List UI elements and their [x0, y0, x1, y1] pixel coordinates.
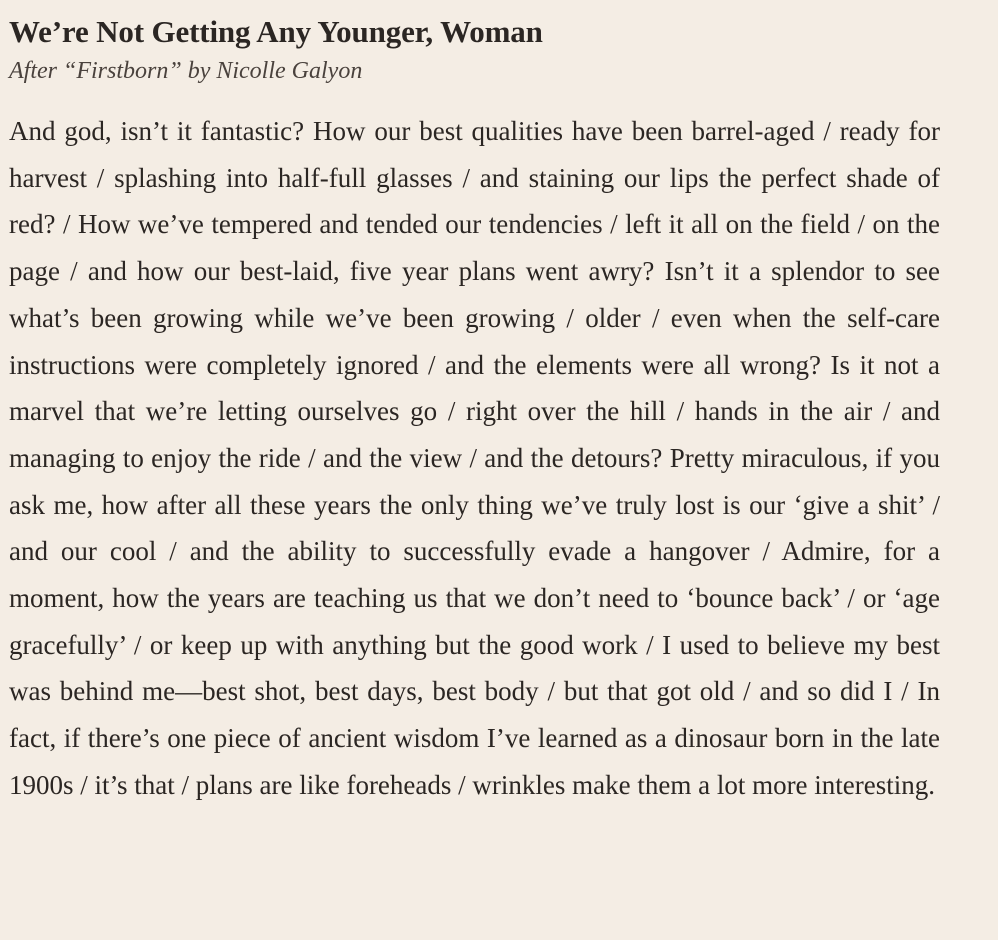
poem-body: And god, isn’t it fantastic? How our best qualities have been barrel-aged / ready for harvest / splashing into half-full glasses / and staining our lips the perfect shade of red? / How we’ve tempered and tended our tendencies / left it all on the field / on the page / and how our best-laid, five year plans went awry? Isn’t it a splendor to see what’s been growing while we’ve been growing / older / even when the self-care instructions were completely ignored / and the elements were all wrong? Is it not a marvel that we’re letting ourselves go / right over the hill / hands in the air / and managing to enjoy the ride / and the view / and the detours? Pretty miraculous, if you ask me, how after all these years the only thing we’ve truly lost is our ‘give a shit’ / and our cool / and the ability to successfully evade a hangover / Admire, for a moment, how the years are teaching us that we don’t need to ‘bounce back’ / or ‘age gracefully’ / or keep up with anything but the good work / I used to believe my best was behind me—best shot, best days, best body / but that got old / and so did I / In fact, if there’s one piece of ancient wisdom I’ve learned as a dinosaur born in the late 1900s / it’s that / plans are like foreheads / wrinkles make them a lot more interesting. [9, 116, 940, 800]
poem-subtitle: After “Firstborn” by Nicolle Galyon [9, 58, 363, 84]
poem-title: We’re Not Getting Any Younger, Woman [9, 14, 543, 49]
